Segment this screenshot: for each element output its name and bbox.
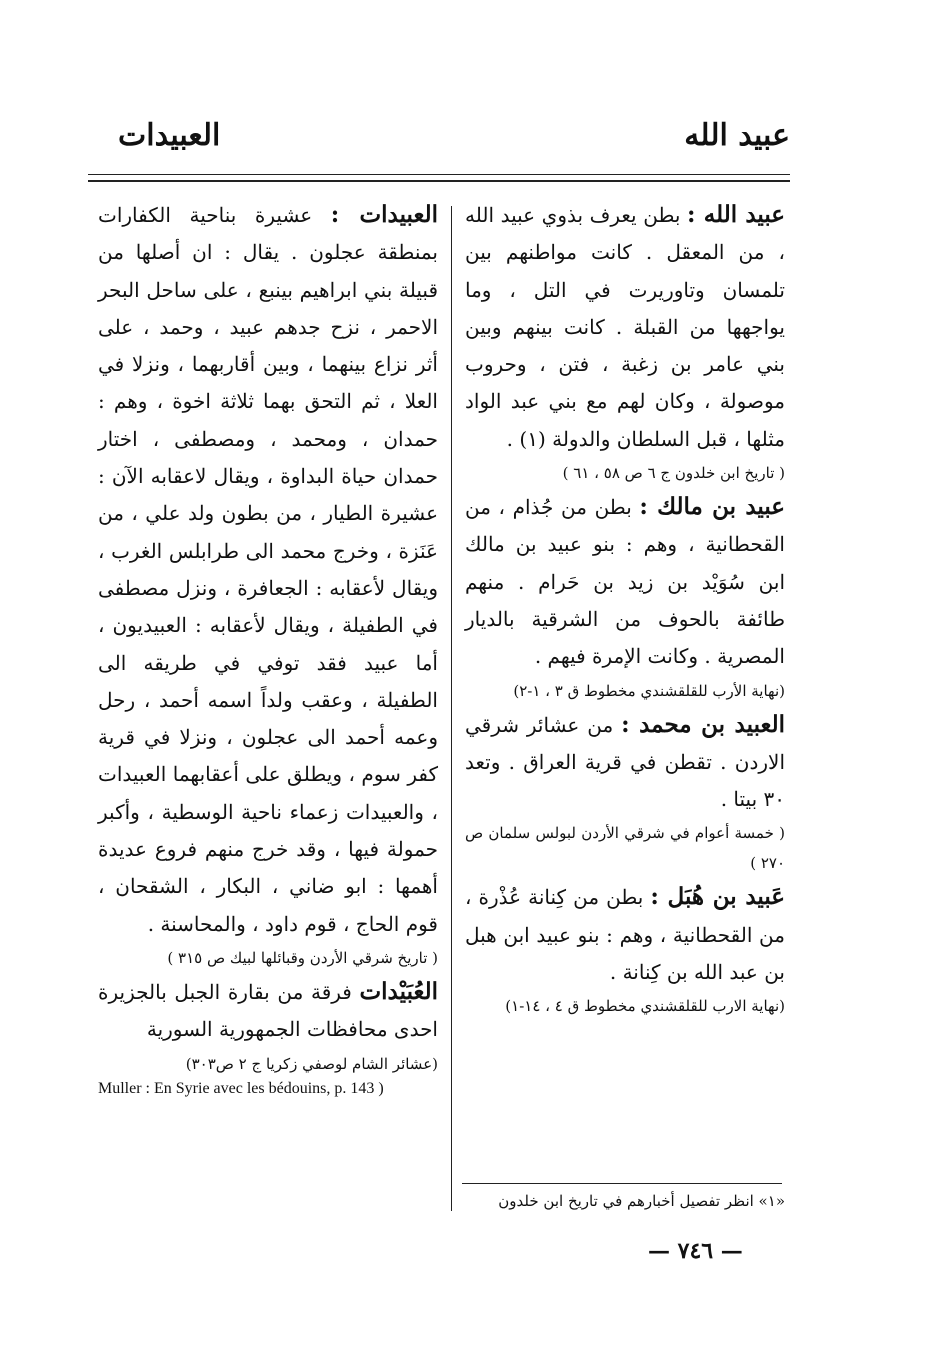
- entry: [465, 488, 785, 675]
- entry-text: من عشائر شرقي الاردن . تقطن في قرية العراق . وتعد ٣٠ بيتا .: [465, 712, 785, 812]
- entry-source: (عشائر الشام لوصفي زكريا ج ٢ ص٣٠٣): [185, 1054, 438, 1073]
- entry-text: بطن يعرف بذوي عبيد الله ، من المعقل . كانت مواطنهم بين تلمسان وتاوريرت في التل ، وما يواجهها من القبلة . كانت بينهم وبين بني عامر بن زغبة ، فتن ، وحروب موصولة ، وكان لهم مع بني عبد الواد مثلها ، قبل السلطان والدولة (١) .: [465, 203, 785, 451]
- entry-source: ( خمسة أعوام في شرقي الأردن لبولس سلمان ص ٢٧٠ ): [465, 824, 785, 873]
- entry-headword: العُبَيْدات: [359, 977, 439, 1005]
- header-rule: [88, 174, 790, 175]
- header-rule-thick: [88, 180, 790, 182]
- entry-text: بطن من كِنانة عُذْرة ، من القحطانية ، وهم : بنو عبيد ابن هبل بن عبد الله بن كِنانة .: [465, 885, 785, 985]
- left-column: [98, 196, 438, 1098]
- footnote-rule: [462, 1183, 782, 1184]
- entry: [465, 706, 785, 819]
- entry-source: (نهاية الأرب للقلقشندي مخطوط ق ٣ ، ١-٢): [513, 681, 785, 700]
- entry-headword: عبيد بن مالك :: [639, 493, 785, 521]
- entry: [465, 196, 785, 458]
- entry-headword: عبيد الله :: [687, 201, 786, 228]
- entry-headword: العبيدات :: [330, 201, 438, 228]
- running-head-left: العبيدات: [118, 118, 221, 153]
- entry-source-latin: Muller : En Syrie avec les bédouins, p. 143 ): [98, 1079, 384, 1097]
- entry-source: (نهاية الارب للقلقشندي مخطوط ق ٤ ، ١٤-١): [505, 997, 785, 1016]
- footnote: «١» انظر تفصيل أخبارهم في تاريخ ابن خلدون: [498, 1192, 785, 1210]
- right-column: [465, 196, 785, 1021]
- entry-text: فرقة من بقارة الجبل بالجزيرة احدى محافظات الجمهورية السورية: [98, 979, 438, 1042]
- entry: [465, 878, 785, 991]
- column-divider: [451, 206, 452, 1211]
- entry: [98, 196, 438, 943]
- entry-text: بطن من جُذام ، من القحطانية ، وهم : بنو عبيد بن مالك ابن سُوَيْد بن زيد بن حَرام . منهم طائفة بالحوف من الشرقية بالديار المصرية . وكانت الإمرة فيهم .: [465, 495, 785, 669]
- entry-headword: عَبيد بن هُبَل :: [650, 883, 785, 911]
- entry-headword: العبيد بن محمد :: [621, 710, 786, 738]
- running-head-right: عبيد الله: [684, 118, 790, 153]
- entry-source: ( تاريخ ابن خلدون ج ٦ ص ٥٨ ، ٦١ ): [562, 464, 785, 483]
- page-number: — ٧٤٦ —: [648, 1238, 743, 1264]
- entry: [98, 973, 438, 1049]
- entry-text: عشيرة بناحية الكفارات بمنطقة عجلون . يقال : ان أصلها من قبيلة بني ابراهيم بينبع ، على ساحل البحر الاحمر ، نزح جدهم عبيد ، وحمد ، على أثر نزاع بينهما ، وبين أقاربهما ، ونزلا في العلا ، ثم التحق بهما ثلاثة اخوة ، وهم : حمدان ، ومحمد ، ومصطفى ، اختار حمدان حياة البداوة ، ويقال لاعقابه الآن : عشيرة الطيار ، من بطون ولد علي ، من عَنَزة ، وخرج محمد الى طرابلس الغرب ، ويقال لأعقابه : الجعافرة ، ونزل مصطفى في الطفيلة ، ويقال لأعقابه : العبيديون ، أما عبيد فقد توفي في طريقه الى الطفيلة ، وعقب ولداً اسمه أحمد ، رحل وعمه أحمد الى عجلون ، ونزلا في قرية كفر سوم ، ويطلق على أعقابهما العبيدات ، والعبيدات زعماء ناحية الوسطية ، وأكبر حمولة فيها ، وقد خرج منهم فروع عديدة أهمها : ابو ضاني ، البكار ، الشقحان ، قوم الحاج ، قوم داود ، والمحاسنة .: [98, 203, 438, 936]
- entry-source: ( تاريخ شرقي الأردن وقبائلها لبيك ص ٣١٥ ): [167, 948, 438, 967]
